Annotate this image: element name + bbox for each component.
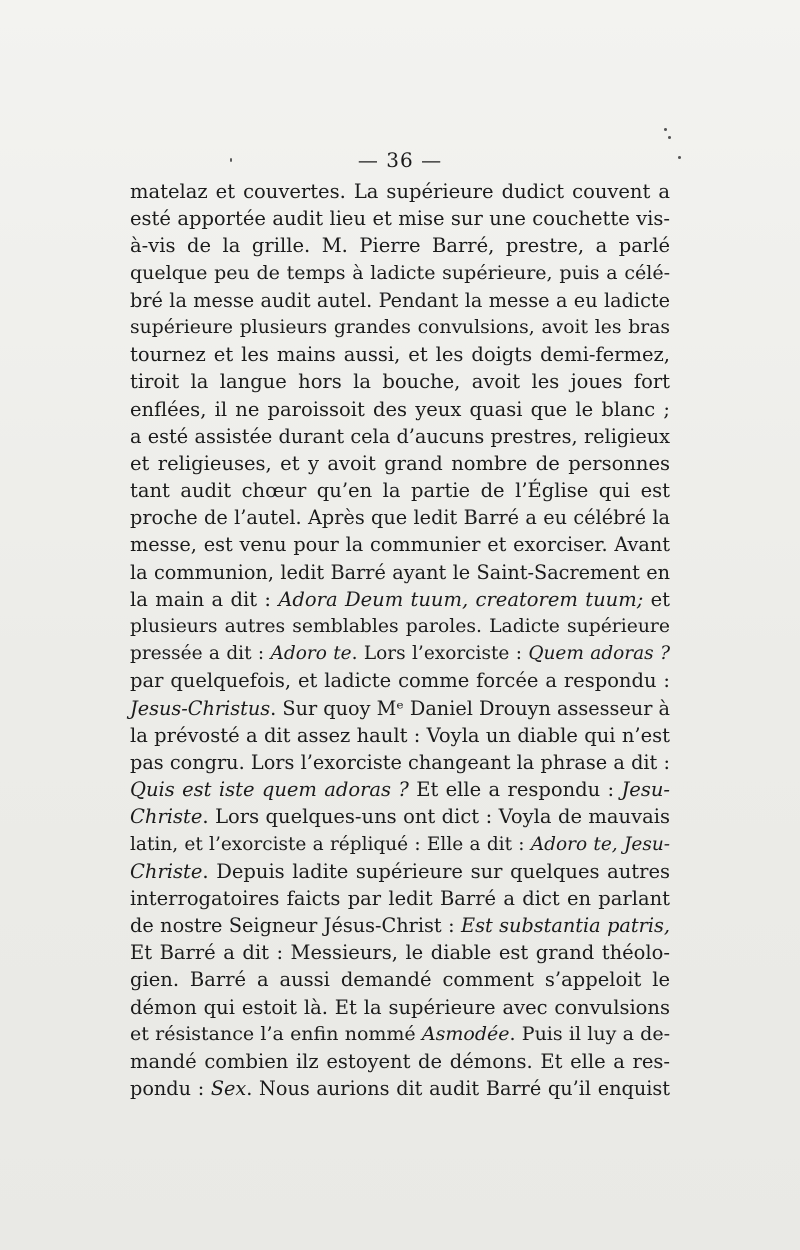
italic-phrase: Adoro te, Jesu- — [530, 833, 670, 855]
text-segment: messe, est venu pour la communier et exorciser. Avant — [130, 533, 670, 557]
margin-speck — [668, 136, 671, 139]
text-line — [130, 531, 670, 558]
text-segment: proche de l’autel. Après que ledit Barré a eu célébré la — [130, 506, 670, 530]
text-line — [130, 450, 670, 477]
text-segment: la prévosté a dit assez hault : Voyla un diable qui n’est — [130, 723, 670, 747]
text-line — [130, 885, 670, 912]
text-segment: . Sur quoy Mᵉ Daniel Drouyn assesseur à — [270, 696, 671, 720]
text-segment: à-vis de la grille. M. Pierre Barré, prestre, a parlé — [130, 234, 670, 258]
text-segment: démon qui estoit là. Et la supérieure avec convulsions — [130, 995, 670, 1019]
text-line — [130, 613, 670, 640]
text-segment: mandé combien ilz estoyent de démons. Et elle a res- — [130, 1050, 670, 1073]
text-segment: . Puis il luy a de- — [509, 1022, 670, 1045]
text-line — [130, 396, 670, 423]
italic-phrase: Asmodée — [421, 1022, 510, 1045]
text-line — [130, 287, 670, 314]
text-segment: bré la messe audit autel. Pendant la messe a eu ladicte — [130, 288, 670, 312]
text-line — [130, 858, 670, 885]
text-segment: et résistance l’a enfin nommé — [130, 1022, 422, 1045]
text-line — [130, 178, 670, 205]
text-segment: latin, et l’exorciste a répliqué : Elle a dit : — [130, 833, 531, 855]
text-segment: Et elle a respondu : — [408, 778, 622, 802]
text-segment: supérieure plusieurs grandes convulsions, avoit les bras — [130, 316, 670, 338]
text-segment: matelaz et couvertes. La supérieure dudict couvent a — [130, 180, 670, 203]
text-segment: Et Barré a dit : Messieurs, le diable est grand théolo- — [130, 941, 670, 965]
italic-phrase: Sex — [210, 1077, 247, 1101]
text-line — [130, 776, 670, 803]
text-line — [130, 912, 670, 939]
text-segment: et — [643, 587, 671, 611]
text-segment: gien. Barré a aussi demandé comment s’appeloit le — [130, 968, 670, 992]
text-line — [130, 749, 670, 776]
italic-phrase: Est substantia patris, — [461, 914, 670, 938]
italic-phrase: Jesus-Christus — [130, 696, 271, 720]
text-line — [130, 966, 670, 993]
text-segment: par quelquefois, et ladicte comme forcée a respondu : — [130, 669, 670, 693]
text-line — [130, 205, 670, 232]
text-line — [130, 477, 670, 504]
text-line — [130, 586, 670, 613]
text-segment: esté apportée audit lieu et mise sur une couchette vis- — [130, 207, 670, 231]
page-number: — 36 — — [357, 148, 443, 172]
text-segment: plusieurs autres semblables paroles. Ladicte supérieure — [130, 616, 670, 637]
text-line — [130, 423, 670, 450]
italic-phrase: Jesu- — [621, 778, 670, 802]
margin-speck — [664, 128, 667, 131]
text-segment: de nostre Seigneur Jésus-Christ : — [130, 914, 462, 938]
text-segment: . Lors quelques-uns ont dict : Voyla de mauvais — [202, 805, 670, 829]
text-line — [130, 803, 670, 830]
body-text — [130, 178, 670, 1102]
text-segment: a esté assistée durant cela d’aucuns prestres, religieux — [130, 424, 670, 448]
text-segment: tant audit chœur qu’en la partie de l’Église qui est — [130, 479, 670, 503]
text-line — [130, 722, 670, 749]
text-line — [130, 994, 670, 1021]
text-segment: pressée a dit : — [130, 643, 271, 665]
text-line — [130, 559, 670, 586]
text-line — [130, 695, 670, 722]
italic-phrase: Adoro te — [270, 643, 352, 665]
text-segment: pas congru. Lors l’exorciste changeant la phrase a dit : — [130, 750, 670, 774]
text-segment: la main a dit : — [130, 587, 279, 611]
text-segment: et religieuses, et y avoit grand nombre de personnes — [130, 451, 670, 475]
italic-phrase: Quis est iste quem adoras ? — [130, 778, 409, 802]
text-segment: tournez et les mains aussi, et les doigts demi-fermez, — [130, 343, 670, 367]
text-line — [130, 1048, 670, 1075]
text-line — [130, 831, 670, 858]
text-line — [130, 314, 670, 341]
text-line — [130, 1075, 670, 1102]
text-segment: enflées, il ne paroissoit des yeux quasi que le blanc ; — [130, 397, 670, 421]
text-segment: . Depuis ladite supérieure sur quelques autres — [202, 859, 670, 883]
text-segment: la communion, ledit Barré ayant le Saint-Sacrement en — [130, 560, 670, 584]
text-line — [130, 341, 670, 368]
italic-phrase: Quem adoras ? — [528, 643, 670, 665]
text-line — [130, 504, 670, 531]
italic-phrase: Christe — [130, 805, 203, 829]
text-line — [130, 232, 670, 259]
italic-phrase: Christe — [130, 859, 203, 883]
text-line — [130, 368, 670, 395]
text-segment: tiroit la langue hors la bouche, avoit les joues fort — [130, 370, 670, 394]
text-segment: quelque peu de temps à ladicte supérieure, puis a célé- — [130, 261, 670, 284]
text-line — [130, 640, 670, 667]
margin-speck — [230, 158, 232, 162]
italic-phrase: Adora Deum tuum, creatorem tuum; — [278, 587, 644, 611]
text-line — [130, 939, 670, 966]
text-segment: interrogatoires faicts par ledit Barré a dict en parlant — [130, 886, 670, 910]
text-line — [130, 260, 670, 287]
text-line — [130, 1021, 670, 1048]
text-segment: . Nous aurions dit audit Barré qu’il enquist — [246, 1077, 670, 1101]
text-line — [130, 667, 670, 694]
text-segment: pondu : — [130, 1077, 211, 1101]
margin-speck — [678, 156, 681, 159]
text-segment: . Lors l’exorciste : — [351, 643, 529, 665]
